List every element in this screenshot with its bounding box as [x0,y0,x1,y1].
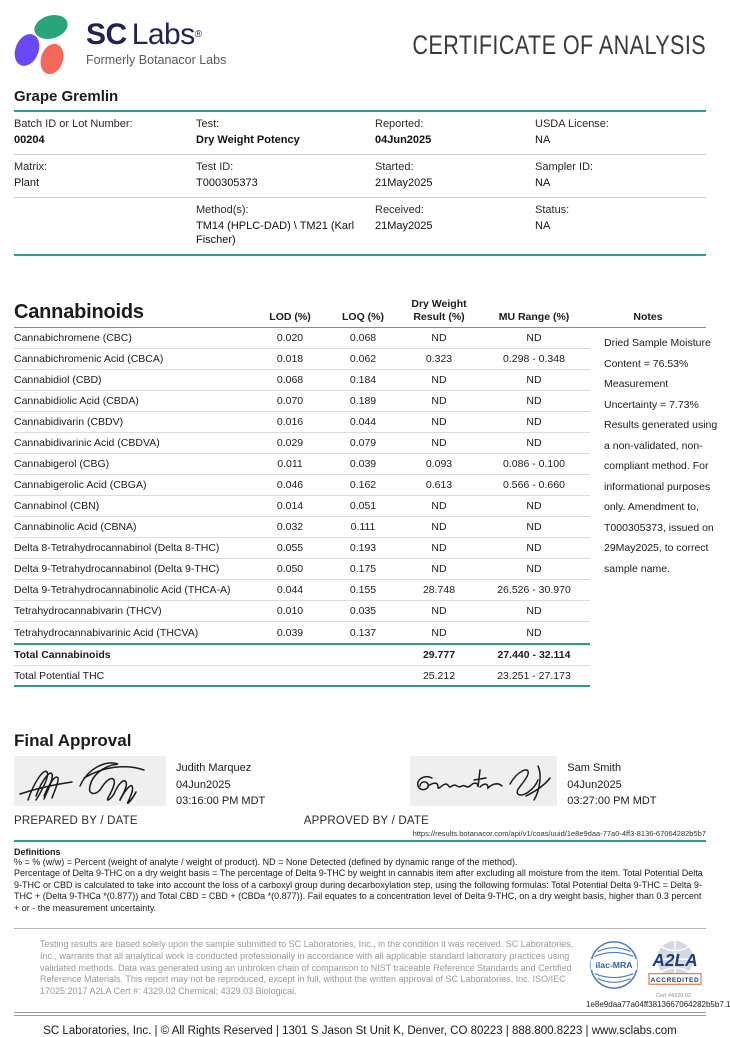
analyte-name: Tetrahydrocannabivarin (THCV) [14,605,162,617]
result-value: ND [431,521,447,533]
column-header-result-bottom: Result (%) [413,311,465,323]
info-label: Received: [375,204,424,216]
cannabinoids-table-body [14,328,718,687]
result-value: ND [431,500,447,512]
info-cell [375,203,535,247]
mu-range-value: ND [526,437,542,449]
cannabinoids-section [14,298,718,687]
a2la-logo-icon [644,939,706,991]
result-value: ND [431,626,447,639]
lod-value: 0.050 [276,563,304,575]
analyte-name: Cannabichromene (CBC) [14,332,132,344]
definitions-line1: % = % (w/w) = Percent (weight of analyte / weight of product). ND = None Detected (defined by dynamic range of the method). [14,856,518,867]
table-row [14,601,590,622]
info-value: TM14 (HPLC-DAD) \ TM21 (Karl Fischer) [196,220,355,246]
table-row [14,433,590,454]
mu-range-value: ND [526,563,542,575]
prepared-date: 04Jun2025 [176,778,231,791]
analyte-name: Total Cannabinoids [14,649,111,661]
lod-value: 0.039 [276,626,304,639]
column-header-result-top: Dry Weight [411,298,467,310]
mu-range-value: ND [526,500,542,512]
result-value: ND [431,395,447,407]
prepared-time: 03:16:00 PM MDT [176,795,266,807]
table-row [14,496,590,517]
accreditation-logos [586,939,730,1009]
sc-labs-logo-icon [14,12,76,76]
teal-rule [14,840,706,842]
lod-value: 0.018 [276,353,304,365]
totals-group [14,643,590,687]
approved-signature-image [410,756,557,806]
analyte-name: Cannabidiol (CBD) [14,374,102,386]
prepared-by-label: PREPARED BY / DATE [14,814,138,827]
info-label: Status: [535,204,570,216]
approved-meta [567,756,656,810]
info-value: NA [535,220,551,232]
lod-value: 0.046 [276,479,304,491]
brand-subtitle: Formerly Botanacor Labs [86,53,227,67]
info-cell [196,203,375,247]
total-row [14,666,590,687]
info-value: Dry Weight Potency [196,134,300,146]
section-divider [14,928,706,929]
column-header-loq: LOQ (%) [342,311,384,323]
info-label: Method(s): [196,204,249,216]
lod-value: 0.032 [276,521,304,533]
table-row [14,559,590,580]
analyte-name: Delta 9-Tetrahydrocannabinol (Delta 9-THC) [14,563,220,575]
loq-value: 0.189 [349,395,377,407]
column-header-result [400,298,478,324]
loq-value: 0.137 [349,626,377,639]
sample-name: Grape Gremlin [14,88,706,112]
info-row [14,155,706,198]
result-value: ND [431,332,447,344]
lod-value: 0.016 [276,416,304,428]
result-value: 0.613 [425,479,453,491]
info-cell [14,203,196,247]
approved-name: Sam Smith [567,762,622,774]
prepared-signature-icon [14,756,166,806]
document-title: CERTIFICATE OF ANALYSIS [412,30,706,60]
info-grid [14,112,706,256]
disclaimer-row [14,939,730,1009]
approved-signature-icon [410,756,557,806]
mu-range-value: ND [526,542,542,554]
result-value: ND [431,563,447,575]
result-value: ND [431,605,447,617]
sc-labs-logo [14,12,226,76]
mu-range-value: 0.566 - 0.660 [503,479,565,491]
lod-value: 0.029 [276,437,304,449]
info-label: Matrix: [14,161,47,173]
loq-value: 0.175 [349,563,377,575]
analyte-name: Cannabichromenic Acid (CBCA) [14,353,164,365]
loq-value: 0.193 [349,542,377,554]
prepared-meta [176,756,265,810]
mu-range-value: ND [526,395,542,407]
table-row [14,349,590,370]
info-row [14,198,706,256]
table-row [14,517,590,538]
analyte-name: Cannabidiolic Acid (CBDA) [14,395,139,407]
result-value: ND [431,437,447,449]
result-value: ND [431,374,447,386]
table-row [14,580,590,601]
a2la-label: A2LA [652,949,698,970]
info-value: Plant [14,177,40,189]
mu-range-value: 26.526 - 30.970 [497,584,571,596]
table-row [14,538,590,559]
loq-value: 0.184 [349,374,377,386]
table-row [14,391,590,412]
mu-range-value: ND [526,416,542,428]
info-value: 21May2025 [375,220,433,232]
info-cell [535,117,706,147]
info-value: T000305373 [196,177,258,189]
cannabinoids-table-header [14,298,706,328]
mu-range-value: 0.298 - 0.348 [503,353,565,365]
mu-range-value: ND [526,374,542,386]
result-value: 0.323 [425,353,453,365]
analyte-name: Cannabinol (CBN) [14,500,100,512]
info-cell [14,117,196,147]
info-cell [375,117,535,147]
footer-double-rule [14,1012,706,1016]
brand-text [86,20,226,67]
lod-value: 0.068 [276,374,304,386]
analyte-name: Total Potential THC [14,669,105,682]
mu-range-value: 27.440 - 32.114 [497,649,571,661]
result-value: 0.093 [425,458,453,470]
info-value: 00204 [14,134,45,146]
info-label: USDA License: [535,118,609,130]
column-header-mu-range: MU Range (%) [498,311,570,323]
approved-time: 03:27:00 PM MDT [567,795,657,807]
info-cell [196,117,375,147]
info-value: 04Jun2025 [375,134,432,146]
analyte-name: Tetrahydrocannabivarinic Acid (THCVA) [14,626,199,639]
info-row [14,112,706,155]
analyte-name: Delta 8-Tetrahydrocannabinol (Delta 8-THC) [14,542,220,554]
ilac-mra-label: ilac-MRA [595,959,633,970]
mu-range-value: 0.086 - 0.100 [503,458,565,470]
brand-bold: SC [86,18,127,51]
loq-value: 0.035 [349,605,377,617]
approved-date: 04Jun2025 [567,778,622,791]
loq-value: 0.062 [349,353,377,365]
mu-range-value: ND [526,332,542,344]
table-row [14,370,590,391]
analyte-name: Cannabigerolic Acid (CBGA) [14,479,147,491]
column-header-notes: Notes [633,311,663,323]
lod-value: 0.011 [277,458,303,470]
result-value: 29.777 [422,649,456,661]
result-value: 25.212 [422,669,456,682]
table-row [14,475,590,496]
prepared-name: Judith Marquez [176,762,252,774]
disclaimer-text: Testing results are based solely upon the sample submitted to SC Laboratories, Inc., in the condition it was received. SC Laboratories, Inc., warrants that all analytical work is conducted professionally in accordance with all applicable standard laboratory practices using validated methods. Data was generated using an unbroken chain of comparison to NIST traceable Reference Standards and Certified Reference Materials. This report may not be reproduced, except in full, without the written approval of SC Laboratories, Inc. ISO/IEC 17025:2017 A2LA Cert #: 4329.02 Chemical; 4329.03 Biological. [40,939,574,997]
coa-url-link[interactable]: https://results.botanacor.com/api/v1/coas/uuid/1e8e9daa-77a0-4ff3-8136-67064282b5b7 [412,828,706,838]
info-label: Test ID: [196,161,234,173]
cert-number-small: Cert #4329.02 [656,993,691,999]
signature-labels [14,810,706,827]
approved-by-block [410,756,656,810]
info-label: Test: [196,118,220,130]
brand-name [86,20,226,50]
brand-light: Labs [131,18,195,51]
loq-value: 0.162 [349,479,377,491]
info-cell [535,160,706,190]
prepared-by-block [14,756,265,810]
info-cell [375,160,535,190]
loq-value: 0.044 [349,416,377,428]
loq-value: 0.155 [349,584,377,596]
info-label: Batch ID or Lot Number: [14,118,133,130]
analyte-name: Delta 9-Tetrahydrocannabinolic Acid (THCA-A) [14,584,231,596]
lod-value: 0.020 [276,332,304,344]
notes-text: Dried Sample Moisture Content = 76.53% Measurement Uncertainty = 7.73% Results generated using a non-validated, non-compliant method. For informational purposes only. Amendment to, T000305373, issued on 29May2025, to correct sample name. [604,337,718,575]
header [14,12,706,76]
result-value: 28.748 [422,584,456,596]
definitions-line2: Percentage of Delta 9-THC on a dry weight basis = The percentage of Delta 9-THC by weight in cannabis item after excluding all moisture from the item. Total Potential Delta 9-THC or CBD is calculated to take into account the loss of a carboxyl group during decarboxylation step, using the following formulas: Total Potential Delta 9-THC = Delta 9-THC + (Delta 9-THCa *(0.877)) and Total CBD = CBD + (CBDa *(0.877)). Fail equates to a concentration level of Delta 9-THC, on a dry weight basis, higher than 0.3 percent + or - the measurement uncertainty. [14,868,703,913]
signature-row [14,756,706,810]
column-header-lod: LOD (%) [269,311,311,323]
cannabinoids-title: Cannabinoids [14,301,144,323]
definitions-title: Definitions [14,846,61,857]
loq-value: 0.051 [349,500,377,512]
info-value: 21May2025 [375,177,433,189]
mu-range-value: ND [526,521,542,533]
info-cell [196,160,375,190]
analyte-name: Cannabinolic Acid (CBNA) [14,521,137,533]
analyte-name: Cannabigerol (CBG) [14,458,110,470]
info-label: Started: [375,161,414,173]
registered-mark: ® [194,29,203,40]
lod-value: 0.044 [276,584,304,596]
prepared-signature-image [14,756,166,806]
final-approval-title: Final Approval [14,731,132,750]
ilac-mra-logo-icon [588,939,640,991]
lod-value: 0.014 [276,500,304,512]
result-value: ND [431,416,447,428]
info-cell [14,160,196,190]
analyte-name: Cannabidivarin (CBDV) [14,416,124,428]
table-row [14,454,590,475]
info-value: NA [535,134,551,146]
approved-by-label: APPROVED BY / DATE [303,814,429,827]
lod-value: 0.010 [276,605,304,617]
mu-range-value: ND [526,605,542,617]
info-label: Sampler ID: [535,161,594,173]
loq-value: 0.079 [349,437,377,449]
footer-text: SC Laboratories, Inc. | © All Rights Reserved | 1301 S Jason St Unit K, Denver, CO 80223 | 888.800.8223 | www.sclabs.com [43,1025,677,1037]
cannabinoids-rows [14,328,590,687]
loq-value: 0.039 [349,458,377,470]
table-row [14,622,590,643]
lod-value: 0.070 [276,395,304,407]
final-approval-section [14,731,706,842]
analyte-name: Cannabidivarinic Acid (CBDVA) [14,437,160,449]
lod-value: 0.055 [276,542,304,554]
result-value: ND [431,542,447,554]
loq-value: 0.068 [349,332,377,344]
info-value: NA [535,177,551,189]
info-cell [535,203,706,247]
definitions-section [14,847,706,915]
mu-range-value: 23.251 - 27.173 [497,669,571,682]
info-label: Reported: [375,118,424,130]
report-hash: 1e8e9daa77a04ff3813667064282b5b7.1 [586,1000,730,1009]
total-row [14,645,590,666]
loq-value: 0.111 [350,521,376,533]
table-row [14,328,590,349]
table-row [14,412,590,433]
accredited-label: ACCREDITED [650,976,700,984]
mu-range-value: ND [526,626,542,639]
